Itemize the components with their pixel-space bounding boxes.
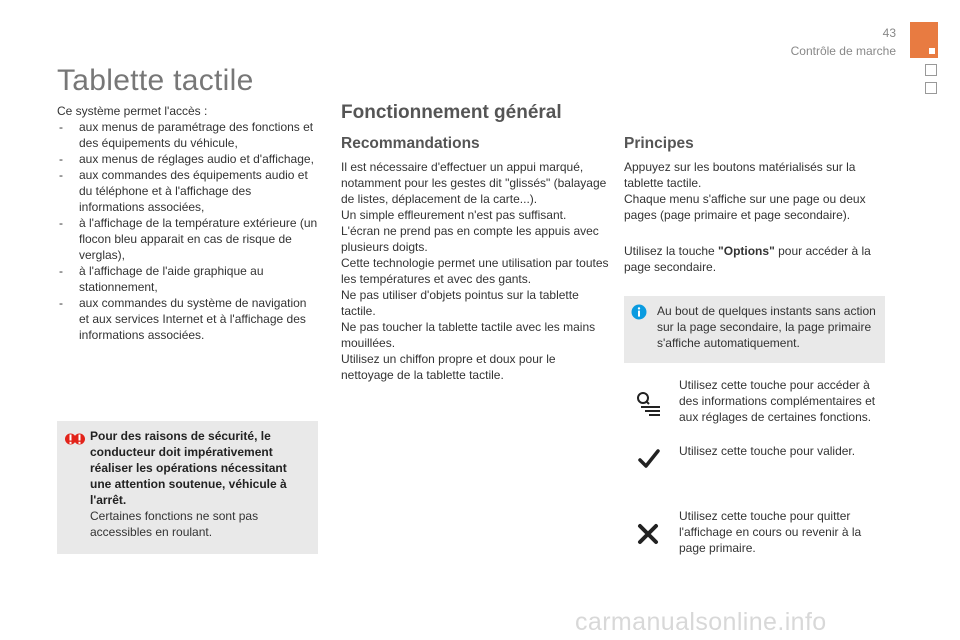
info-text: Au bout de quelques instants sans action sur la page secondaire, la page primaire s'affiche automatiquement. bbox=[657, 304, 876, 350]
watermark: carmanualsonline.info bbox=[575, 608, 827, 636]
list-item: - à l'affichage de la température extérieure (un flocon bleu apparait en cas de risque de verglas), bbox=[59, 216, 318, 262]
principles-heading: Principes bbox=[624, 135, 694, 152]
list-item: - aux commandes des équipements audio et du téléphone et à l'affichage des informations associées, bbox=[59, 168, 308, 214]
paragraph: Ne pas utiliser d'objets pointus sur la tablette tactile. bbox=[341, 288, 579, 318]
warning-normal-text: Certaines fonctions ne sont pas accessibles en roulant. bbox=[90, 509, 259, 539]
options-icon bbox=[636, 391, 662, 417]
warning-icon bbox=[65, 429, 85, 449]
section-tab bbox=[910, 22, 938, 58]
info-icon bbox=[631, 304, 647, 320]
page-marker-square bbox=[925, 64, 937, 76]
paragraph: Un simple effleurement n'est pas suffisant. bbox=[341, 208, 567, 222]
paragraph: Chaque menu s'affiche sur une page ou deux pages (page primaire et page secondaire). bbox=[624, 192, 866, 222]
recommendations-text bbox=[341, 159, 609, 383]
close-row-text: Utilisez cette touche pour quitter l'affichage en cours ou revenir à la page primaire. bbox=[679, 509, 862, 555]
list-item: - à l'affichage de l'aide graphique au stationnement, bbox=[59, 264, 264, 294]
intro-text: Ce système permet l'accès : bbox=[57, 104, 208, 118]
paragraph: Appuyez sur les boutons matérialisés sur la tablette tactile. bbox=[624, 160, 856, 190]
paragraph: Utilisez un chiffon propre et doux pour le nettoyage de la tablette tactile. bbox=[341, 352, 556, 382]
access-list bbox=[57, 119, 319, 343]
list-item: - aux menus de réglages audio et d'affichage, bbox=[59, 152, 314, 166]
page-title: Tablette tactile bbox=[57, 64, 254, 97]
list-item: - aux menus de paramétrage des fonctions et des équipements du véhicule, bbox=[59, 120, 314, 150]
options-key-label: "Options" bbox=[718, 244, 775, 258]
paragraph: Il est nécessaire d'effectuer un appui marqué, notamment pour les gestes dit "glissés" (balayage de listes, déplacement de la carte...). bbox=[341, 160, 607, 206]
paragraph: Cette technologie permet une utilisation par toutes les températures et avec des gants. bbox=[341, 256, 609, 286]
section-heading: Fonctionnement général bbox=[341, 102, 562, 123]
safety-warning-box bbox=[57, 421, 318, 554]
close-icon bbox=[637, 523, 659, 545]
paragraph: Ne pas toucher la tablette tactile avec les mains mouillées. bbox=[341, 320, 596, 350]
page-marker-square bbox=[925, 82, 937, 94]
principles-text bbox=[624, 159, 886, 223]
warning-text bbox=[90, 428, 302, 540]
info-box bbox=[624, 296, 885, 363]
warning-bold-text: Pour des raisons de sécurité, le conducteur doit impérativement réaliser les opérations nécessitant une attention soutenue, véhicule à l'arrêt. bbox=[90, 429, 287, 507]
options-row-text: Utilisez cette touche pour accéder à des informations complémentaires et aux réglages de certaines fonctions. bbox=[679, 378, 876, 424]
section-name: Contrôle de marche bbox=[790, 44, 896, 58]
validate-row-text: Utilisez cette touche pour valider. bbox=[679, 444, 856, 458]
paragraph: L'écran ne prend pas en compte les appuis avec plusieurs doigts. bbox=[341, 224, 599, 254]
list-item: - aux commandes du système de navigation et aux services Internet et à l'affichage des informations associées. bbox=[59, 296, 307, 342]
checkmark-icon bbox=[638, 449, 660, 469]
page-number: 43 bbox=[882, 26, 896, 40]
recommendations-heading: Recommandations bbox=[341, 135, 480, 152]
options-paragraph: Utilisez la touche "Options" pour accéder à la page secondaire. bbox=[624, 244, 871, 274]
intro-block bbox=[57, 103, 319, 343]
